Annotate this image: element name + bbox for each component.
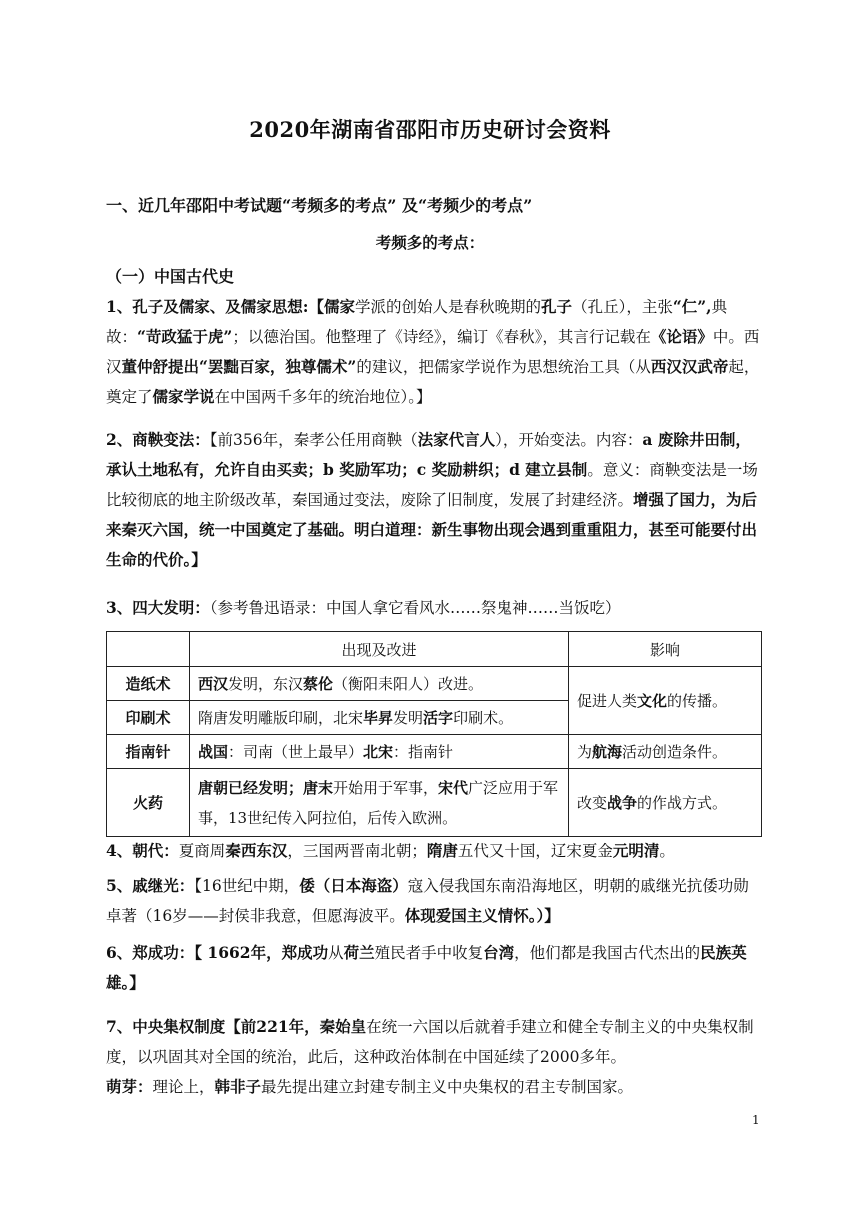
subheading-frequent: 考频多的考点： [375,233,485,252]
inventions-table [106,631,762,837]
item-confucius: 1、孔子及儒家、及儒家思想:【儒家学派的创始人是春秋晚期的孔子（孔丘），主张“仁”,典故：“苛政猛于虎”；以德治国。他整理了《诗经》，编订《春秋》，其言行记载在《论语》中。西汉董仲舒提出“罢黜百家，独尊儒术”的建议，把儒家学说作为思想统治工具（从西汉汉武帝起，奠定了儒家学说在中国两千多年的统治地位）。】 [106,297,760,406]
item-shang-yang-reform: 2、商鞅变法：【前356年，秦孝公任用商鞅（法家代言人），开始变法。内容：a 废除井田制，承认土地私有，允许自由买卖；b 奖励军功；c 奖励耕织；d 建立县制。意义：商鞅变法是一场比较彻底的地主阶级改革，秦国通过变法，废除了旧制度，发展了封建经济。增强了国力，为后来秦灭六国，统一中国奠定了基础。明白道理：新生事物出现会遇到重重阻力，甚至可能要付出生命的代价。】 [106,430,758,569]
table-row: 火药 唐朝已经发明；唐末开始用于军事，宋代广泛应用于军事，13世纪传入阿拉伯，后传入欧洲。 改变战争的作战方式。 [107,769,762,837]
document-title: 2020年湖南省邵阳市历史研讨会资料 [249,117,611,142]
item-four-inventions: 3、四大发明：（参考鲁迅语录：中国人拿它看风水……祭鬼神……当饭吃） [106,598,621,617]
item-qi-jiguang: 5、戚继光：【16世纪中期，倭（日本海盗）寇入侵我国东南沿海地区，明朝的戚继光抗倭功勋卓著（16岁——封侯非我意，但愿海波平。体现爱国主义情怀。）】 [106,876,749,925]
item-zheng-chenggong: 6、郑成功：【 1662年，郑成功从荷兰殖民者手中收复台湾，他们都是我国古代杰出的民族英雄。】 [106,943,747,992]
page-number: 1 [752,1113,760,1127]
part-heading-ancient-china: （一）中国古代史 [106,267,235,286]
table-row: 印刷术 隋唐发明雕版印刷，北宋毕昇发明活字印刷术。 [107,701,762,735]
item-centralization: 7、中央集权制度【前221年，秦始皇在统一六国以后就着手建立和健全专制主义的中央集权制度，以巩固其对全国的统治，此后，这种政治体制在中国延续了2000多年。 萌芽：理论上，韩非子最先提出建立封建专制主义中央集权的君主专制国家。 [106,1017,754,1096]
table-header-row: 出现及改进 影响 [107,632,762,667]
section-heading: 一、近几年邵阳中考试题“考频多的考点” 及“考频少的考点” [106,196,533,215]
table-row: 造纸术 西汉发明，东汉蔡伦（衡阳耒阳人）改进。 促进人类文化的传播。 [107,667,762,701]
table-row: 指南针 战国：司南（世上最早）北宋：指南针 为航海活动创造条件。 [107,735,762,769]
item-dynasties: 4、朝代：夏商周秦西东汉，三国两晋南北朝；隋唐五代又十国，辽宋夏金元明清。 [106,841,675,860]
